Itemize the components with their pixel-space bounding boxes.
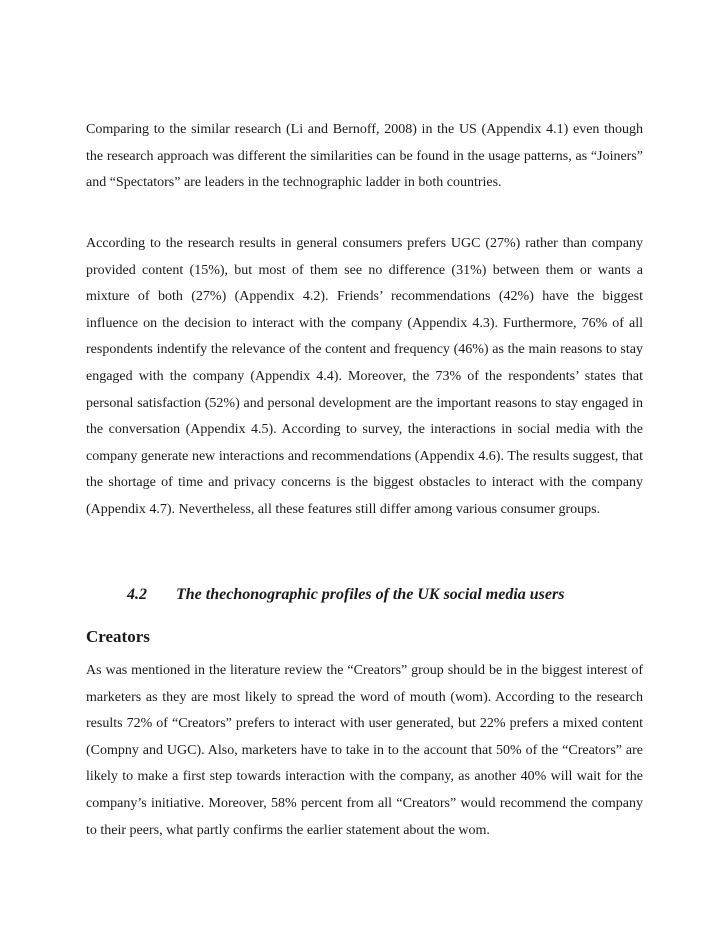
section-title: The thechonographic profiles of the UK social media users xyxy=(176,586,565,603)
subsection-heading: Creators xyxy=(86,627,150,646)
section-number: 4.2 xyxy=(127,586,147,603)
paragraph-research-results: According to the research results in general consumers prefers UGC (27%) rather than company provided content (15%), but most of them see no difference (31%) between them or wants a mixture of both (27%) (Appendix 4.2). Friends’ recommendations (42%) have the biggest influence on the decision to interact with the company (Appendix 4.3). Furthermore, 76% of all respondents indentify the relevance of the content and frequency (46%) as the main reasons to stay engaged with the company (Appendix 4.4). Moreover, the 73% of the respondents’ states that personal satisfaction (52%) and personal development are the important reasons to stay engaged in the conversation (Appendix 4.5). According to survey, the interactions in social media with the company generate new interactions and recommendations (Appendix 4.6). The results suggest, that the shortage of time and privacy concerns is the biggest obstacles to interact with the company (Appendix 4.7). Nevertheless, all these features still differ among various consumer groups. xyxy=(86,236,643,517)
paragraph-creators: As was mentioned in the literature review the “Creators” group should be in the biggest interest of marketers as they are most likely to spread the word of mouth (wom). According to the research results 72% of “Creators” prefers to interact with user generated, but 22% prefers a mixed content (Compny and UGC). Also, marketers have to take in to the account that 50% of the “Creators” are likely to make a first step towards interaction with the company, as another 40% will wait for the company’s initiative. Moreover, 58% percent from all “Creators” would recommend the company to their peers, what partly confirms the earlier statement about the wom. xyxy=(86,663,643,838)
section-heading xyxy=(127,586,564,604)
paragraph-comparison: Comparing to the similar research (Li and Bernoff, 2008) in the US (Appendix 4.1) even though the research approach was different the similarities can be found in the usage patterns, as “Joiners” and “Spectators” are leaders in the technographic ladder in both countries. xyxy=(86,122,643,191)
